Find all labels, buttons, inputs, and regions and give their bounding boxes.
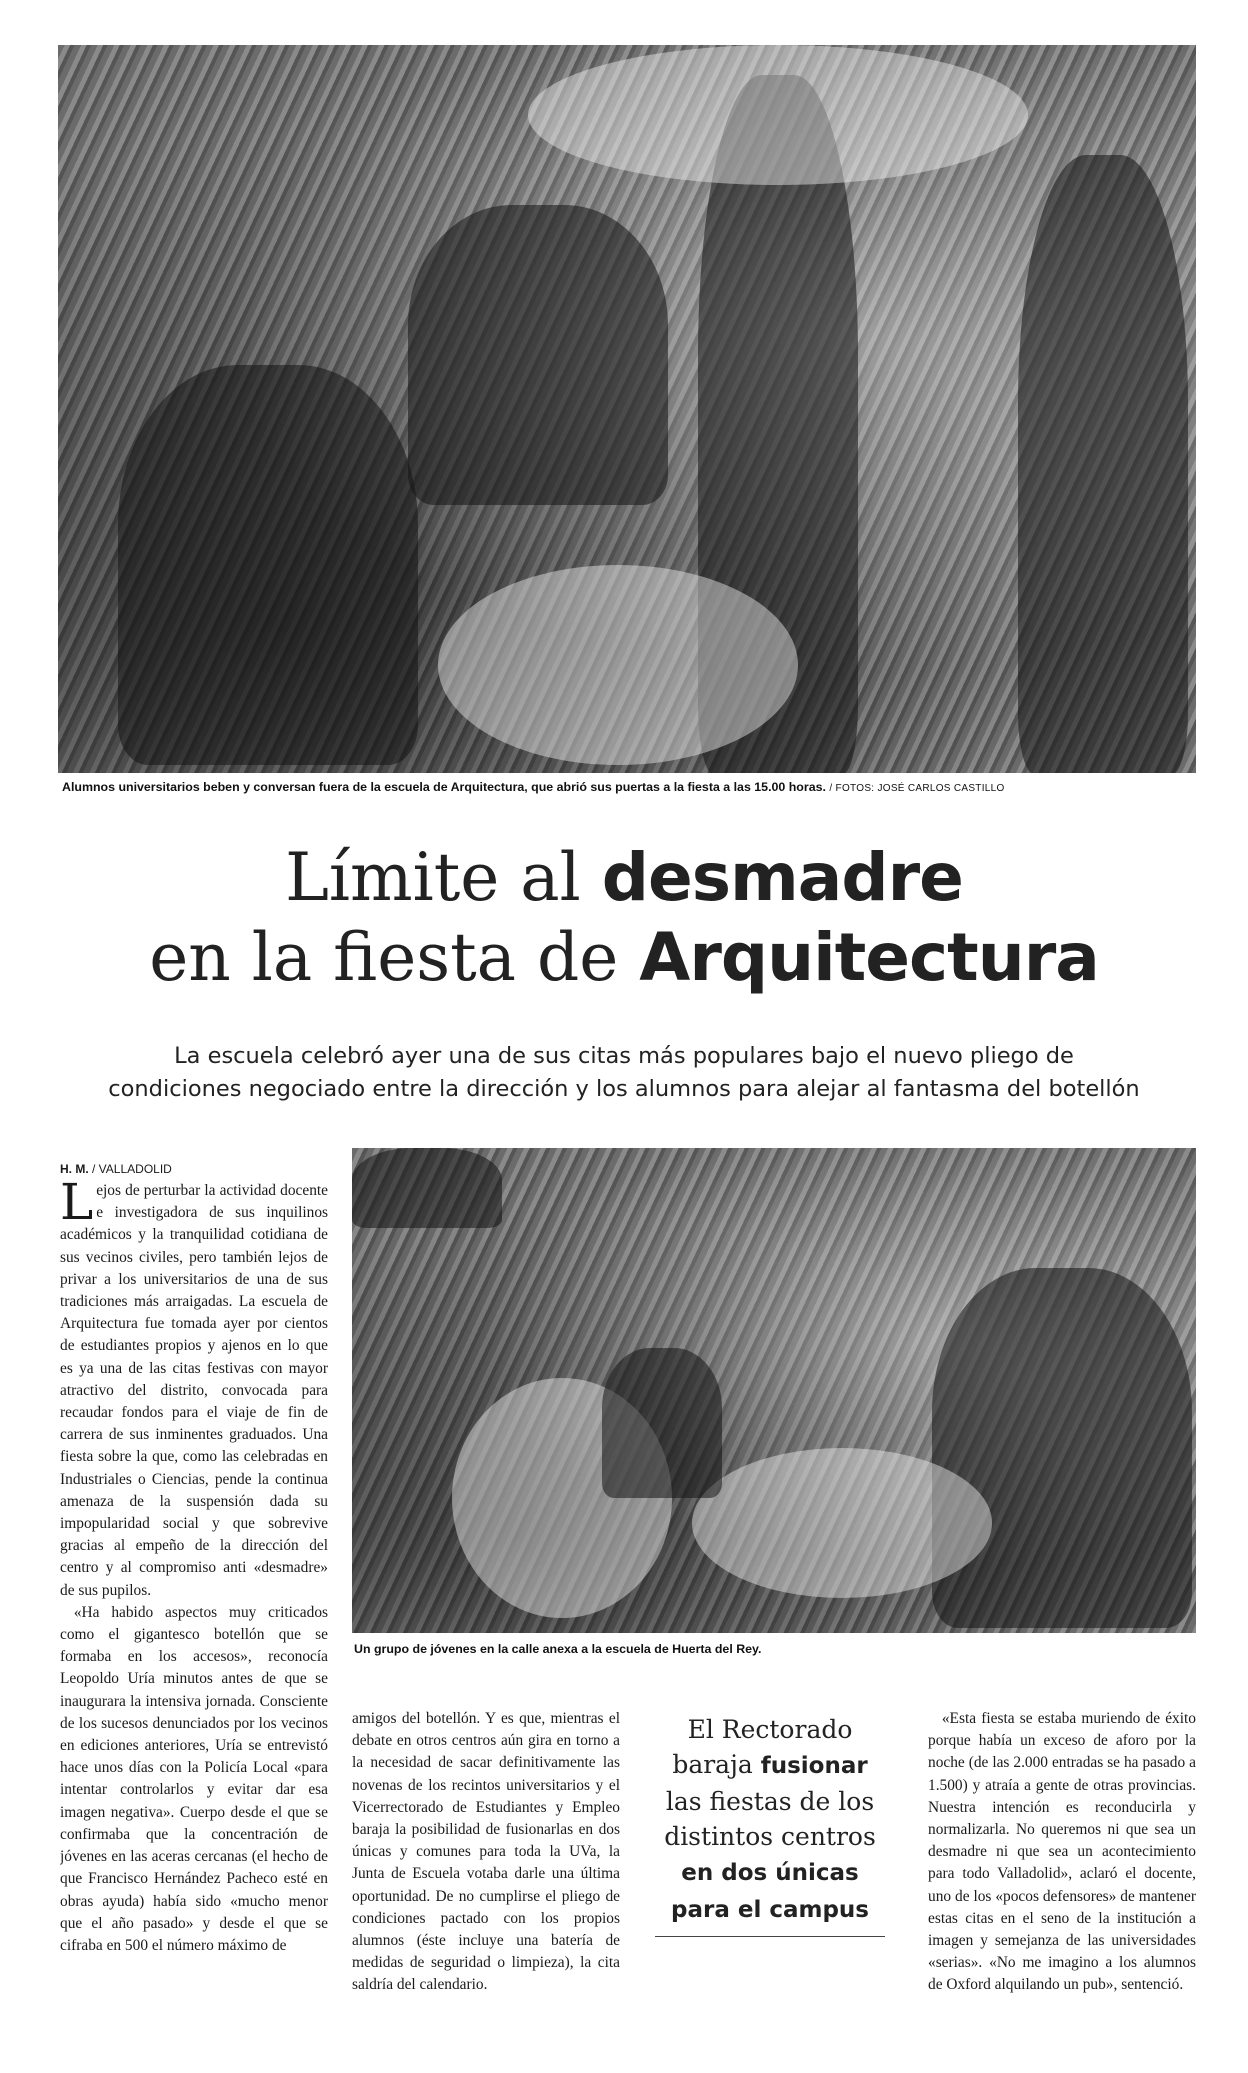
top-photo	[58, 45, 1196, 773]
pull-quote-bold-1: fusionar	[760, 1753, 868, 1779]
second-photo-caption: Un grupo de jóvenes en la calle anexa a la escuela de Huerta del Rey.	[354, 1642, 762, 1656]
pull-quote	[655, 1712, 885, 1937]
pull-quote-bold-2: en dos únicas para el campus	[671, 1860, 869, 1923]
subheadline-line2: condiciones negociado entre la dirección y los alumnos para alejar al fantasma del botellón	[108, 1076, 1140, 1102]
subheadline	[60, 1040, 1188, 1106]
article-paragraph-2: «Ha habido aspectos muy criticados como el gigantesco botellón que se formaba en los accesos», reconocía Leopoldo Uría minutos antes de que se inaugurara la intensiva jornada. Consciente de los sucesos denunciados por los vecinos en ediciones anteriores, Uría se entrevistó hace unos días con la Policía Local «para intentar controlarlos y evitar dar esa imagen negativa». Cuerpo desde el que se confirmaba que la concentración de jóvenes en las aceras cercanas (el hecho de que Francisco Hernández Pacheco esté en obras ayuda) había sido «mucho menor que el año pasado» y desde el que se cifraba en 500 el número máximo de	[60, 1603, 328, 1954]
article-paragraph-4: «Esta fiesta se estaba muriendo de éxito porque había un exceso de aforo por la noche (de las 2.000 entradas se ha pasado a 1.500) y atraía a gente de otras provincias. Nuestra intención es reconducirla y normalizarla. No queremos ni que sea un desmadre ni que sea un acontecimiento para todo Valladolid», aclaró el docente, uno de los «pocos defensores» de mantener estas citas en el seno de la institución a imagen y semejanza de las universidades «serias». «No me imagino a los alumnos de Oxford alquilando un pub», sentenció.	[928, 1710, 1196, 1994]
pull-quote-part-1: El Rectorado baraja	[672, 1715, 853, 1779]
headline-line2-regular: en la fiesta de	[149, 919, 640, 996]
subheadline-line1: La escuela celebró ayer una de sus citas más populares bajo el nuevo pliego de	[174, 1043, 1074, 1069]
article-paragraph-1-text: ejos de perturbar la actividad docente e investigadora de sus inquilinos académicos y la tranquilidad cotidiana de sus vecinos civiles, pero también lejos de privar a los universitarios de una de sus tradiciones más arraigadas. La escuela de Arquitectura fue tomada ayer por cientos de estudiantes propios y ajenos en lo que es ya una de las citas festivas con mayor atractivo del distrito, convocada para recaudar fondos para el viaje de fin de carrera de sus inminentes graduados. Una fiesta sobre la que, como las celebradas en Industriales o Ciencias, pende la continua amenaza de la suspensión dada su impopularidad social y que sobrevive gracias al empeño de la dirección del centro y al compromiso anti «desmadre» de sus pupilos.	[60, 1182, 328, 1599]
byline	[60, 1162, 172, 1176]
byline-author: H. M.	[60, 1162, 89, 1176]
article-paragraph-1	[60, 1180, 328, 1602]
article-column-1	[60, 1180, 328, 2050]
headline-line1-regular: Límite al	[285, 839, 602, 916]
pull-quote-part-2: las fiestas de los distintos centros	[664, 1787, 876, 1851]
headline-line2	[0, 918, 1248, 998]
second-photo	[352, 1148, 1196, 1633]
top-photo-credit: / FOTOS: JOSÉ CARLOS CASTILLO	[829, 783, 1005, 794]
byline-place: / VALLADOLID	[92, 1162, 172, 1176]
headline-line2-bold: Arquitectura	[639, 919, 1099, 996]
headline-line1-bold: desmadre	[601, 839, 963, 916]
drop-cap: L	[60, 1180, 94, 1231]
headline	[0, 838, 1248, 918]
article-column-2	[352, 1708, 620, 2058]
article-column-4	[928, 1708, 1196, 2058]
top-photo-caption-text: Alumnos universitarios beben y conversan fuera de la escuela de Arquitectura, que abrió sus puertas a la fiesta a las 15.00 horas.	[62, 780, 826, 794]
article-paragraph-3: amigos del botellón. Y es que, mientras el debate en otros centros aún gira en torno a la necesidad de sacar definitivamente las novenas de los recintos universitarios y el Vicerrectorado de Estudiantes y Empleo baraja la posibilidad de fusionarlas en dos únicas y comunes para toda la UVa, la Junta de Escuela votaba darle una última oportunidad. De no cumplirse el pliego de condiciones pactado con los propios alumnos (éste incluye una batería de medidas de seguridad o limpieza), la cita saldría del calendario.	[352, 1710, 620, 1994]
top-photo-caption	[62, 780, 1005, 794]
